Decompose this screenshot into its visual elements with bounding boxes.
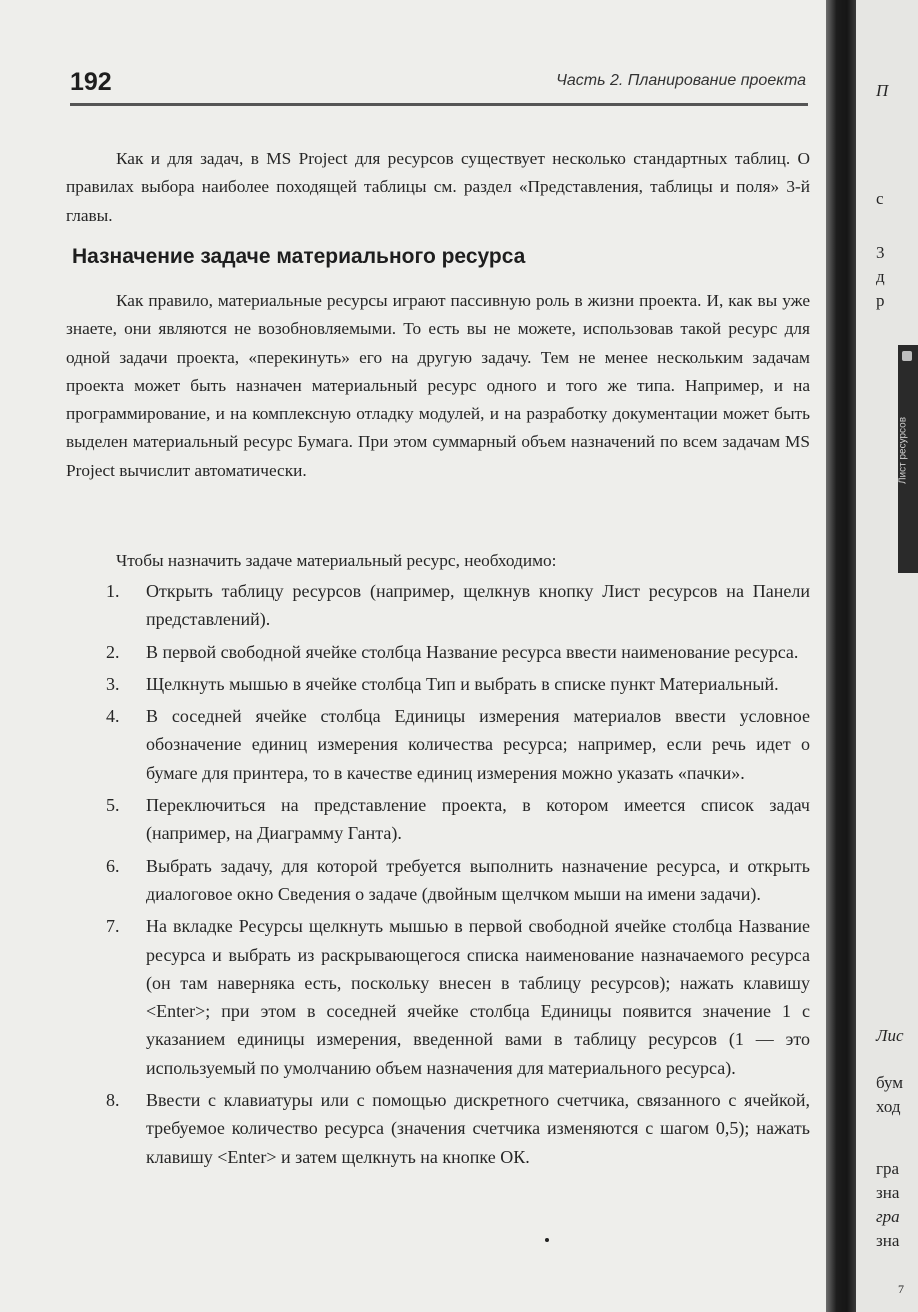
section-paragraph-block [66,287,810,485]
list-item-text: Щелкнуть мышью в ячейке столбца Тип и выбрать в списке пункт Материальный. [146,673,779,694]
side-tab-label: Лист ресурсов [897,416,909,485]
list-item-text: Выбрать задачу, для которой требуется выполнить назначение ресурса, и открыть диалоговое окно Сведения о задаче (двойным щелчком мыши на имени задачи). [146,855,810,904]
right-page-fragment: бум [876,1073,904,1092]
list-item-number: 6. [106,855,120,876]
right-page [856,0,918,1312]
list-item-text: В соседней ячейке столбца Единицы измерения материалов ввести условное обозначение единиц измерения количества ресурса; например, если речь идет о бумаге для принтера, то в качестве единиц измерения можно указать «пачки». [146,706,810,783]
list-item-text: Открыть таблицу ресурсов (например, щелкнув кнопку Лист ресурсов на Панели представлений). [146,581,810,630]
section-paragraph-1: Как правило, материальные ресурсы играют пассивную роль в жизни проекта. И, как вы уже знаете, они являются не возобновляемыми. То есть вы не можете, использовав такой ресурс для одной задачи проекта, «перекинуть» его на другую задачу. Тем не менее нескольким задачам проекта может быть назначен материальный ресурс одного и того же типа. Например, и на программирование, и на комплексную отладку модулей, и на разработку документации может быть выделен материальный ресурс Бумага. При этом суммарный объем назначений по всем задачам MS Project вычислит автоматически. [66,291,810,480]
list-item-number: 8. [106,1090,120,1111]
list-item-number: 2. [106,641,120,662]
header-rule [70,103,808,106]
list-item [100,852,810,909]
steps-list [100,577,810,1171]
list-item [100,670,810,698]
list-item-text: В первой свободной ячейке столбца Название ресурса ввести наименование ресурса. [146,641,799,662]
intro-block [66,145,810,230]
list-item-number: 7. [106,916,120,937]
list-item-text: На вкладке Ресурсы щелкнуть мышью в первой свободной ячейке столбца Название ресурса и выбрать из раскрывающегося списка наименование назначаемого ресурса (он там наверняка есть, поскольку внесен в таблицу ресурсов); нажать клавишу <Enter>; при этом в соседней ячейке столбца Единицы появится значение 1 с указанием единицы измерения, введенной вами в таблицу ресурсов (1 — это используемый по умолчанию объем назначения для материального ресурса). [146,916,810,1078]
list-item [100,577,810,634]
side-tab [898,345,918,573]
list-item-number: 1. [106,581,120,601]
list-item-text: Переключиться на представление проекта, в котором имеется список задач (например, на Диаграмму Ганта). [146,795,810,844]
list-item [100,638,810,666]
list-item [100,702,810,787]
list-item [100,1086,810,1171]
right-page-fragment: гра [876,1159,900,1178]
intro-paragraph: Как и для задач, в MS Project для ресурсов существует несколько стандартных таблиц. О правилах выбора наиболее походящей таблицы см. раздел «Представления, таблицы и поля» 3-й главы. [66,149,810,225]
right-page-fragment: Лис [876,1026,904,1045]
list-item-number: 5. [106,795,120,816]
running-head: Часть 2. Планирование проекта [556,72,806,89]
right-page-fragment: зна [876,1231,900,1250]
right-page-fragment: П [876,81,889,100]
page-number: 192 [70,68,112,96]
section-heading: Назначение задаче материального ресурса [72,245,526,268]
list-item [100,791,810,848]
list-item-number: 3. [106,673,120,694]
list-item-number: 4. [106,706,120,727]
right-page-fragment: 3 [876,243,885,262]
right-page-fragment: ход [876,1097,901,1116]
list-item-text: Ввести с клавиатуры или с помощью дискретного счетчика, связанного с ячейкой, требуемое количество ресурса (значения счетчика изменяются с шагом 0,5); нажать клавишу <Enter> и затем щелкнуть на кнопке ОК. [146,1090,810,1167]
side-tab-icon [902,351,912,361]
steps-intro-block [66,547,810,575]
right-page-fragment: гра [876,1207,900,1226]
right-page-fragment: д [876,267,885,286]
print-speck [545,1238,549,1242]
right-page-fragment: р [876,291,885,310]
list-item [100,912,810,1082]
right-page-fragment: 7 [898,1282,904,1296]
section-paragraph-2: Чтобы назначить задаче материальный ресурс, необходимо: [116,551,557,570]
book-gutter [826,0,856,1312]
right-page-fragment: с [876,189,884,208]
right-page-fragment: зна [876,1183,900,1202]
